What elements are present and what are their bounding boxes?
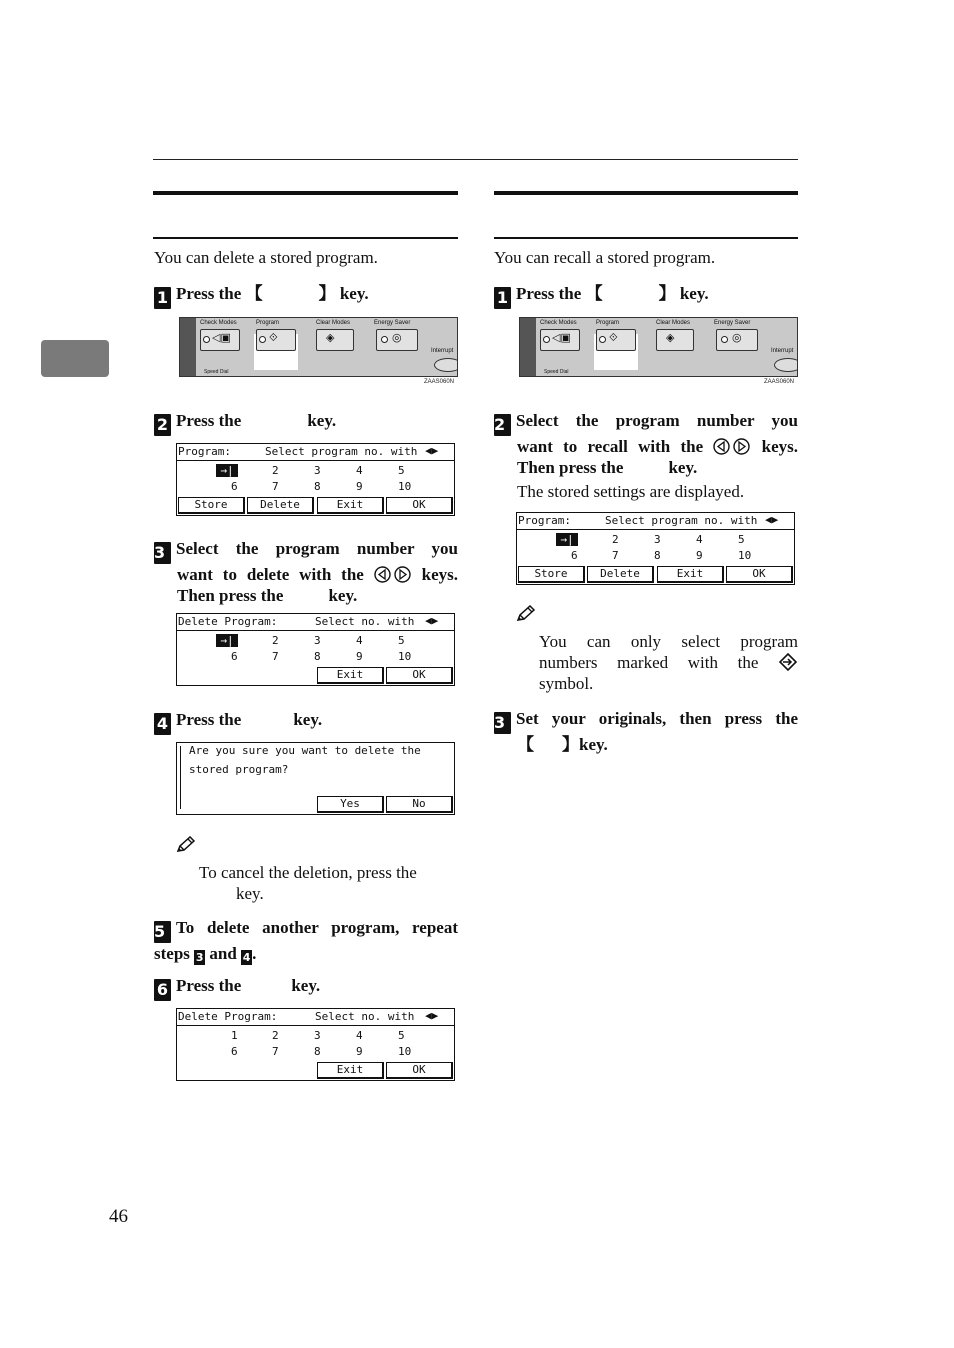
section-rule-thick-right	[494, 191, 798, 195]
delete-button[interactable]: Delete	[587, 566, 654, 583]
yes-button[interactable]: Yes	[317, 796, 384, 813]
left-right-arrow-icons: ◀▶	[765, 513, 779, 526]
figure-code: ZAAS060N	[424, 379, 455, 385]
left-step-2: 2 Press the key.	[154, 410, 336, 436]
left-step-4: 4 Press the key.	[154, 709, 322, 735]
lcd-delete-program-list: Delete Program: Select no. with ◀▶ 1 2 3 4 5 6 7 8 9 10 Exit OK	[176, 1008, 455, 1081]
left-right-arrow-icons: ◀▶	[425, 1009, 439, 1022]
selected-program-1: →|	[216, 464, 238, 477]
ok-button[interactable]: OK	[386, 1062, 453, 1079]
clear-modes-key	[316, 329, 354, 351]
energy-saver-icon: ◎	[732, 331, 742, 344]
right-step-2-result: The stored settings are displayed.	[517, 482, 745, 501]
selected-program-1: →|	[216, 634, 238, 647]
left-intro: You can delete a stored program.	[154, 248, 378, 267]
lcd-delete-confirm: Are you sure you want to delete the stored program? Yes No	[176, 742, 455, 815]
store-button[interactable]: Store	[518, 566, 585, 583]
lcd-delete-program: Delete Program: Select no. with ◀▶ →| 2 3 4 5 6 7 8 9 10 Exit OK	[176, 613, 455, 686]
ok-button[interactable]: OK	[386, 497, 453, 514]
exit-button[interactable]: Exit	[657, 566, 724, 583]
right-note: You can only select program numbers marked with the symbol.	[539, 632, 798, 693]
section-rule-thin-right	[494, 237, 798, 239]
page-number: 46	[109, 1206, 128, 1227]
header-rule	[153, 159, 798, 160]
pencil-note-icon	[176, 836, 196, 853]
step-number: 1	[154, 287, 171, 309]
delete-button[interactable]: Delete	[247, 497, 314, 514]
program-icon: ⟐	[609, 331, 618, 344]
program-symbol-icon	[778, 653, 798, 671]
check-modes-icon: ◁▣	[552, 331, 571, 344]
lcd-program-select: Program: Select program no. with ◀▶ →| 2 3 4 5 6 7 8 9 10 Store Delete Exit OK	[516, 512, 795, 585]
selected-program-1: →|	[556, 533, 578, 546]
control-panel-illustration: Check Modes Program Clear Modes Energy Saver Interrupt ◁▣ ⟐ ◈ ◎ Speed Dial	[179, 317, 458, 377]
chapter-tab	[41, 340, 109, 377]
section-rule-thick-left	[153, 191, 458, 195]
left-note: To cancel the deletion, press the key.	[199, 863, 417, 903]
lcd-program-select: Program: Select program no. with ◀▶ →| 2 3 4 5 6 7 8 9 10 Store Delete Exit OK	[176, 443, 455, 516]
pencil-note-icon	[516, 605, 536, 622]
left-right-keys-icon	[374, 566, 412, 583]
right-intro: You can recall a stored program.	[494, 248, 716, 267]
left-step-3: 3 Select the program number you want to delete with the keys. Then press the key.	[154, 539, 459, 605]
program-icon: ⟐	[269, 331, 278, 344]
right-step-1: 1 Press the 【 】 key.	[494, 283, 709, 309]
section-rule-thin-left	[153, 237, 458, 239]
clear-modes-key	[656, 329, 694, 351]
left-step-6: 6 Press the key.	[154, 975, 320, 1001]
left-step-5: 5 To delete another program, repeat steps 3 and 4.	[154, 918, 458, 964]
exit-button[interactable]: Exit	[317, 667, 384, 684]
left-right-arrow-icons: ◀▶	[425, 614, 439, 627]
energy-saver-icon: ◎	[392, 331, 402, 344]
control-panel-illustration: Check Modes Program Clear Modes Energy Saver Interrupt ◁▣ ⟐ ◈ ◎ Speed Dial	[519, 317, 798, 377]
ok-button[interactable]: OK	[386, 667, 453, 684]
left-right-keys-icon	[713, 438, 751, 455]
left-right-arrow-icons: ◀▶	[425, 444, 439, 457]
figure-code: ZAAS060N	[764, 379, 795, 385]
exit-button[interactable]: Exit	[317, 1062, 384, 1079]
no-button[interactable]: No	[386, 796, 453, 813]
clear-modes-icon: ◈	[666, 331, 675, 344]
right-step-3: 3 Set your originals, then press the 【 】key.	[494, 709, 798, 754]
ok-button[interactable]: OK	[726, 566, 793, 583]
left-step-1: 1 Press the 【 】 key.	[154, 283, 369, 309]
store-button[interactable]: Store	[178, 497, 245, 514]
check-modes-icon: ◁▣	[212, 331, 231, 344]
clear-modes-icon: ◈	[326, 331, 335, 344]
right-step-2: 2 Select the program number you want to recall with the keys. Then press the key.	[494, 411, 799, 477]
exit-button[interactable]: Exit	[317, 497, 384, 514]
